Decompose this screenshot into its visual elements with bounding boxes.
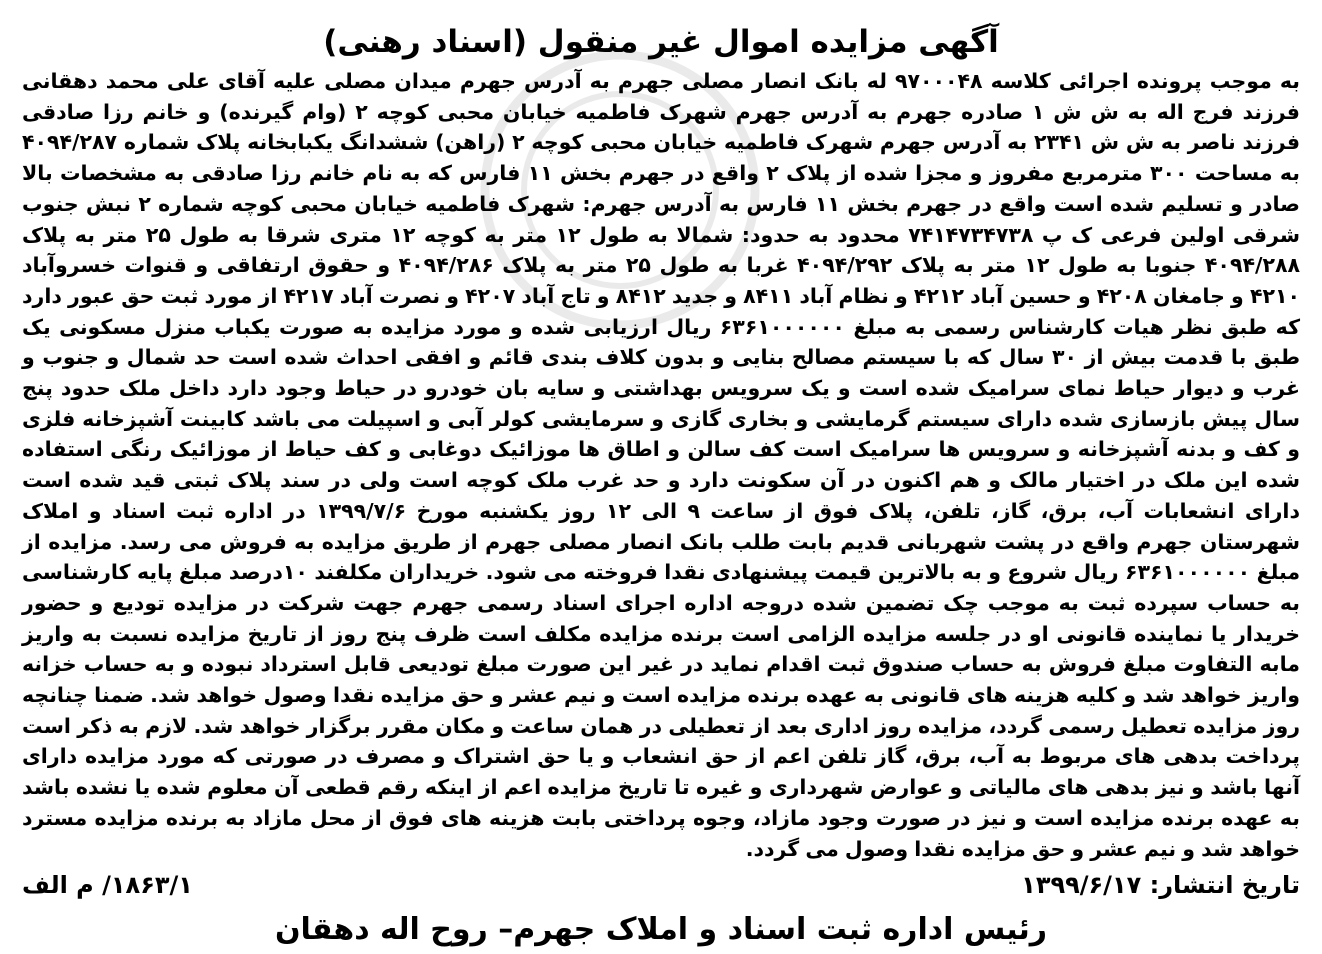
publish-date: تاریخ انتشار: ۱۳۹۹/۶/۱۷	[1021, 871, 1300, 900]
notice-title: آگهی مزایده اموال غیر منقول (اسناد رهنی)	[323, 24, 999, 60]
notice-footer	[22, 868, 1300, 902]
reference-number: ۱۸۶۳/۱/ م الف	[22, 871, 193, 900]
signature-line: رئیس اداره ثبت اسناد و املاک جهرم– روح اله دهقان	[274, 912, 1048, 948]
notice-body: به موجب پرونده اجرائی کلاسه ۹۷۰۰۰۴۸ له بانک انصار مصلی جهرم به آدرس جهرم میدان مصلی علیه آقای علی محمد دهقانی فرزند فرج اله به ش ش ۱ صادره جهرم به آدرس جهرم شهرک فاطمیه خیابان محبی کوچه ۲ (وام گیرنده) و خانم رزا صادقی فرزند ناصر به ش ش ۲۳۴۱ به آدرس جهرم شهرک فاطمیه خیابان محبی کوچه ۲ (راهن) ششدانگ یکبابخانه پلاک شماره ۴۰۹۴/۲۸۷ به مساحت ۳۰۰ مترمربع مفروز و مجزا شده از پلاک ۲ واقع در جهرم بخش ۱۱ فارس که به نام خانم رزا صادقی به مشخصات بالا صادر و تسلیم شده است واقع در جهرم بخش ۱۱ فارس به آدرس جهرم: شهرک فاطمیه خیابان محبی کوچه شماره ۲ نبش جنوب شرقی اولین فرعی ک پ ۷۴۱۴۷۳۴۷۳۸ محدود به حدود: شمالا به طول ۱۲ متر به کوچه ۱۲ متری شرقا به طول ۲۵ متر به پلاک ۴۰۹۴/۲۸۸ جنوبا به طول ۱۲ متر به پلاک ۴۰۹۴/۲۹۲ غربا به طول ۲۵ متر به پلاک ۴۰۹۴/۲۸۶ و حقوق ارتفاقی و قنوات خسروآباد ۴۲۱۰ و جامغان ۴۲۰۸ و حسین آباد ۴۲۱۲ و نظام آباد ۸۴۱۱ و جدید ۸۴۱۲ و تاج آباد ۴۲۰۷ و نصرت آباد ۴۲۱۷ از مورد ثبت حق عبور دارد که طبق نظر هیات کارشناس رسمی به مبلغ ۶۳۶۱۰۰۰۰۰۰ ریال ارزیابی شده و مورد مزایده به صورت یکباب منزل مسکونی یک طبق با قدمت بیش از ۳۰ سال که با سیستم مصالح بنایی و بدون کلاف بندی قائم و افقی احداث شده است حد شمال و جنوب و غرب و دیوار حیاط نمای سرامیک شده است و یک سرویس بهداشتی و سایه بان خودرو در حیاط وجود دارد داخل ملک حدود پنج سال پیش بازسازی شده دارای سیستم گرمایشی و بخاری گازی و سرمایشی کولر آبی و اسپیلت می باشد کابینت آشپزخانه فلزی و کف و بدنه آشپزخانه و سرویس ها سرامیک است کف سالن و اطاق ها موزائیک دوغابی و کف حیاط از موزائیک رنگی استفاده شده این ملک در اختیار مالک و هم اکنون در آن سکونت دارد و حد غرب ملک کوچه است ولی در سند پلاک ثبتی قید شده است دارای انشعابات آب، برق، گاز، تلفن، پلاک فوق از ساعت ۹ الی ۱۲ روز یکشنبه مورخ ۱۳۹۹/۷/۶ در اداره ثبت اسناد و املاک شهرستان جهرم واقع در پشت شهربانی قدیم بابت طلب بانک انصار مصلی جهرم از طریق مزایده به فروش می رسد. مزایده از مبلغ ۶۳۶۱۰۰۰۰۰۰ ریال شروع و به بالاترین قیمت پیشنهادی نقدا فروخته می شود. خریداران مکلفند ۱۰درصد مبلغ پایه کارشناسی به حساب سپرده ثبت به موجب چک تضمین شده دروجه اداره اجرای اسناد رسمی جهرم جهت شرکت در مزایده تودیع و حضور خریدار یا نماینده قانونی او در جلسه مزایده الزامی است برنده مزایده مکلف است ظرف پنج روز از تاریخ مزایده نسبت به واریز مابه التفاوت مبلغ فروش به حساب صندوق ثبت اقدام نماید در غیر این صورت مبلغ تودیعی قابل استرداد نبوده و به حساب خزانه واریز خواهد شد و کلیه هزینه های قانونی به عهده برنده مزایده است و نیم عشر و حق مزایده نقدا وصول خواهد شد. ضمنا چنانچه روز مزایده تعطیل رسمی گردد، مزایده روز اداری بعد از تعطیلی در همان ساعت و مکان مقرر برگزار خواهد شد. لازم به ذکر است پرداخت بدهی های مربوط به آب، برق، گاز تلفن اعم از حق انشعاب و یا حق اشتراک و مصرف در صورتی که مورد مزایده دارای آنها باشد و نیز بدهی های مالیاتی و عوارض شهرداری و غیره تا تاریخ مزایده اعم از اینکه رقم قطعی آن معلوم شده یا نشده باشد به عهده برنده مزایده است و نیز در صورت وجود مازاد، وجوه پرداختی بابت هزینه های فوق از محل مازاد به برنده مزایده مسترد خواهد شد و نیم عشر و حق مزایده نقدا وصول می گردد.	[22, 69, 1301, 861]
